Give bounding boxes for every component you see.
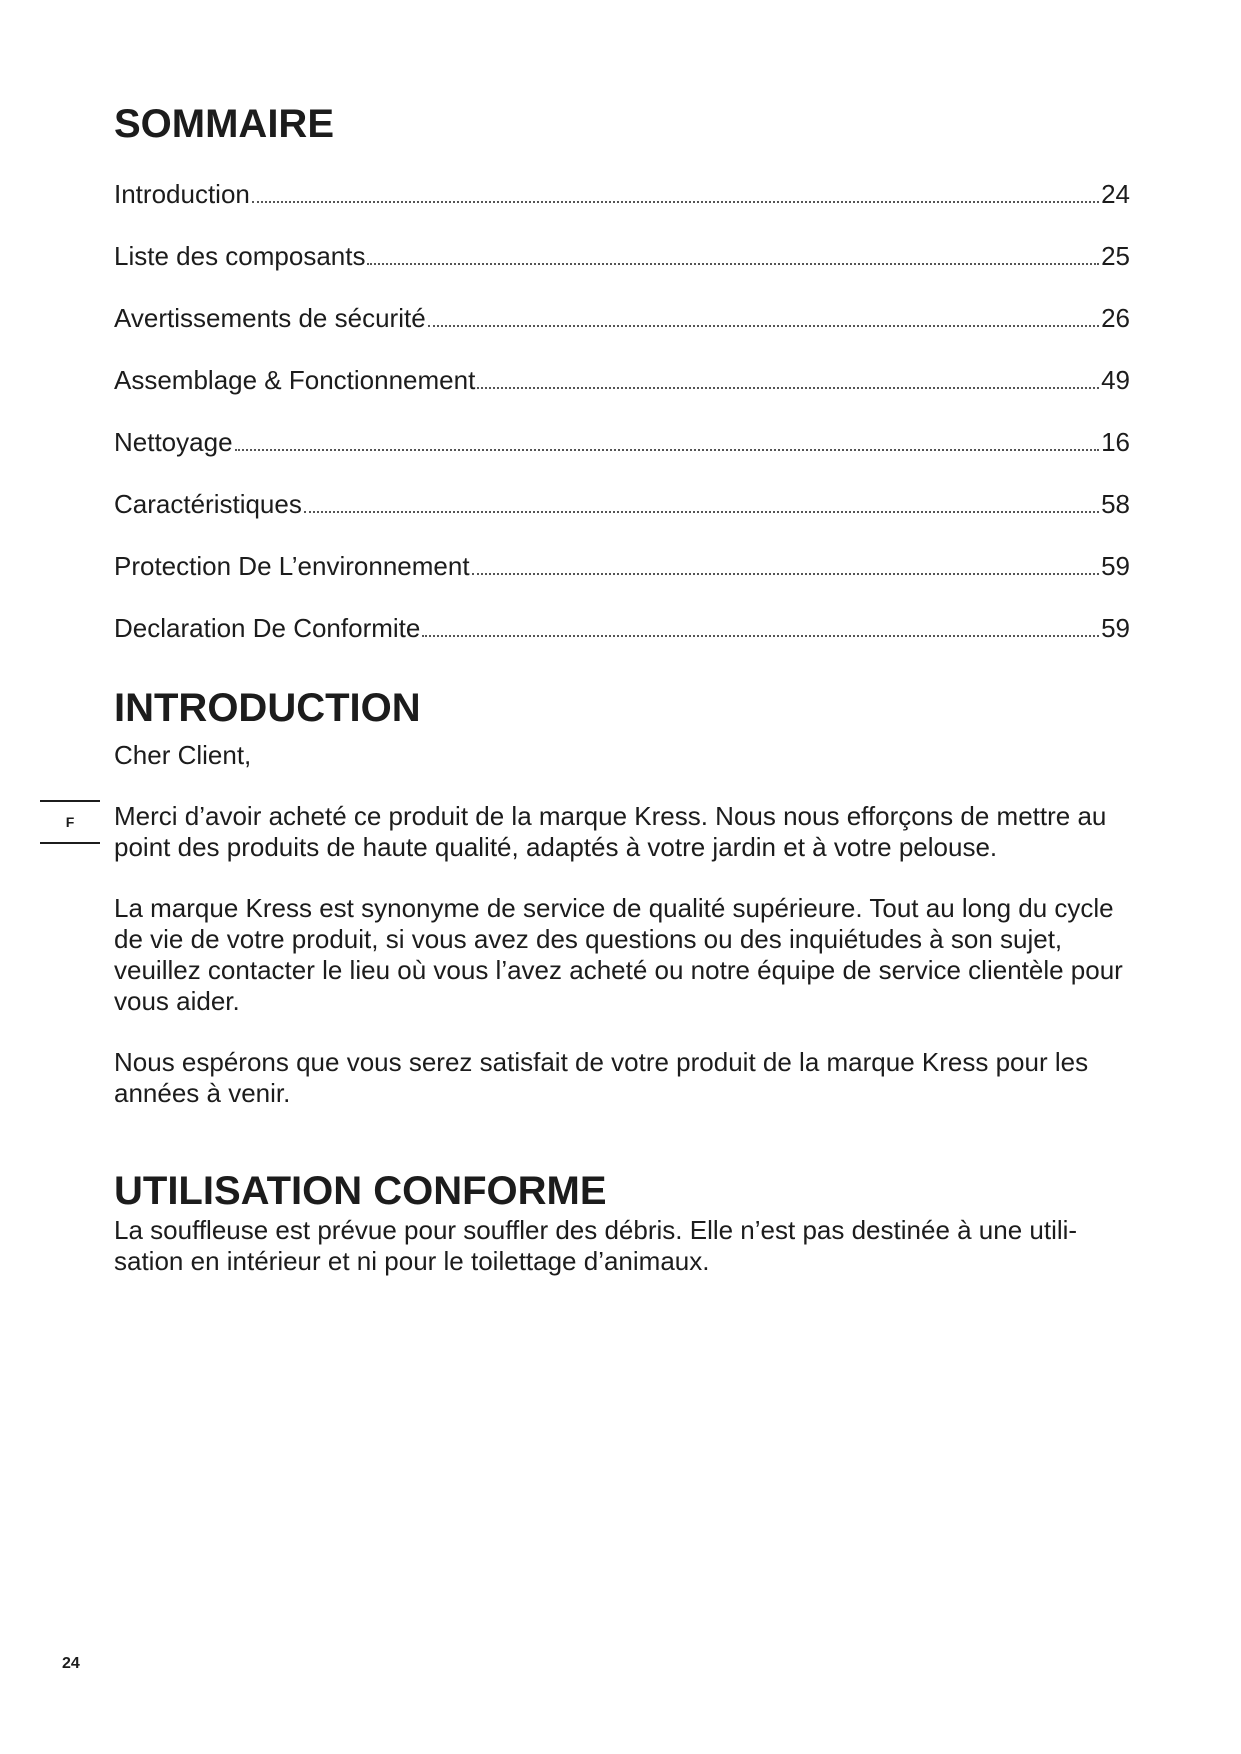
toc-entry-label: Avertissements de sécurité [114,303,426,333]
toc-leader-dots [252,201,1099,203]
toc-entry [114,460,1130,522]
toc-entry-label: Assemblage & Fonctionnement [114,365,476,395]
intro-paragraph: Merci d’avoir acheté ce produit de la marque Kress. Nous nous efforçons de mettre au point des produits de haute qualité, adaptés à votre jardin et à votre pelouse. [114,801,1107,862]
table-of-contents [114,174,1130,646]
intro-paragraph: La marque Kress est synonyme de service de qualité supérieure. Tout au long du cycle de vie de votre produit, si vous avez des questions ou des inquiétudes à son sujet, veuillez contacter le lieu où vous l’avez acheté ou notre équipe de service clientèle pour vous aider. [114,893,1123,1016]
toc-entry-label: Protection De L’environnement [114,551,470,581]
intro-paragraph: Nous espérons que vous serez satisfait de votre produit de la marque Kress pour les années à venir. [114,1047,1089,1108]
utilisation-title: UTILISATION CONFORME [114,1169,607,1213]
toc-leader-dots [428,325,1099,327]
toc-entry-label: Introduction [114,179,250,209]
toc-entry-label: Declaration De Conformite [114,613,421,643]
toc-entry-page: 24 [1101,179,1130,209]
toc-entry-label: Liste des composants [114,241,366,271]
toc-entry [114,274,1130,336]
toc-entry [114,212,1130,274]
toc-leader-dots [367,263,1099,265]
toc-entry-page: 59 [1101,613,1130,643]
toc-leader-dots [472,573,1100,575]
toc-entry-label: Nettoyage [114,427,233,457]
sommaire-title: SOMMAIRE [114,102,334,146]
greeting: Cher Client, [114,740,252,770]
toc-entry [114,174,1130,212]
toc-entry-page: 26 [1101,303,1130,333]
toc-entry [114,398,1130,460]
language-tab: F [40,800,100,844]
toc-leader-dots [304,511,1099,513]
page-content [114,96,1130,1277]
toc-entry [114,522,1130,584]
toc-leader-dots [477,387,1099,389]
utilisation-text: La souffleuse est prévue pour souffler des débris. Elle n’est pas destinée à une utili-sation en intérieur et ni pour le toilettage d’animaux. [114,1215,1078,1276]
toc-leader-dots [422,635,1099,637]
toc-entry-label: Caractéristiques [114,489,302,519]
toc-entry-page: 25 [1101,241,1130,271]
toc-entry-page: 16 [1101,427,1130,457]
toc-entry [114,584,1130,646]
toc-entry [114,336,1130,398]
toc-leader-dots [235,449,1100,451]
page-number: 24 [62,1655,80,1672]
toc-entry-page: 59 [1101,551,1130,581]
introduction-title: INTRODUCTION [114,686,421,730]
toc-entry-page: 58 [1101,489,1130,519]
toc-entry-page: 49 [1101,365,1130,395]
